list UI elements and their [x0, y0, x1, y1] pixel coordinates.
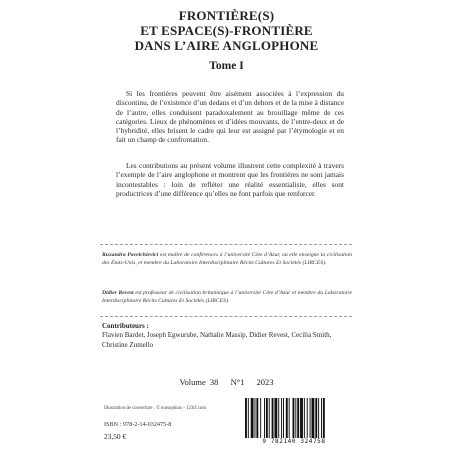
- title-line-3: DANS L’AIRE ANGLOPHONE: [134, 38, 319, 53]
- author-bio-text-1: est maître de conférences à l’université Côte d’Azur, où elle enseigne la civilisation des États-Unis, et membre du Laboratoire Interdisciplinaire Récits Cultures Et Sociétés (LIRCES).: [102, 252, 353, 266]
- contributors-heading: Contributeurs :: [102, 322, 149, 330]
- price: 23,50 €: [104, 432, 127, 441]
- title-line-2: ET ESPACE(S)-FRONTIÈRE: [140, 23, 313, 38]
- publication-year: 2023: [256, 377, 274, 387]
- book-title: [86, 8, 367, 53]
- title-line-1: FRONTIÈRE(S): [178, 8, 275, 23]
- contributors-line-2: Christine Zumello: [102, 340, 154, 349]
- dashed-divider-bottom: [100, 316, 352, 317]
- author-bio-text-2: est professeur de civilisation britannique à l’université Côte d’Azur et membre du Laboratoire Interdisciplinaire Récits Cultures Et Sociétés (LIRCES).: [102, 290, 352, 304]
- summary-paragraph-2: Les contributions au présent volume illustrent cette complexité à travers l’exemple de l’aire anglophone et montrent que les frontières ne sont jamais incontestables : loin de refléter une réalité essentialiste, elles sont productrices d’une différence qu’elles ne font parfois que renforcer.: [116, 161, 344, 198]
- dashed-divider-top: [100, 244, 352, 245]
- contributors-block: [102, 322, 352, 350]
- author-bio-2: [102, 290, 352, 305]
- volume-info: [86, 377, 367, 387]
- isbn: ISBN : 978-2-14-032475-8: [104, 421, 172, 428]
- contributors-line-1: Flavien Bardet, Joseph Egwurube, Nathalie Massip, Didier Revest, Cecilia Smith,: [102, 331, 332, 340]
- cover-credit: Illustration de couverture : © notsophiax - 123rf.com: [104, 406, 206, 411]
- issue-number: N°1: [230, 377, 245, 387]
- back-cover: [86, 0, 367, 449]
- author-name-2: Didier Revest: [102, 290, 134, 296]
- author-bio-1: [102, 252, 352, 267]
- barcode-digits: 9 782140 324758: [239, 438, 349, 445]
- volume-number: Volume 38: [179, 377, 219, 387]
- summary-paragraph-1: Si les frontières peuvent être aisément associées à l’expression du discontinu, de l’existence d’un dedans et d’un dehors et de la mise à distance de l’autre, elles conduisent paradoxalement au brouillage même de ces catégories. Lieux de phénomènes et d’idées mouvants, de l’entre-deux et de l’hybridité, elles brisent le cadre qui leur est assigné par l’étymologie et en fait un champ de confrontation.: [116, 89, 344, 145]
- tome-label: Tome I: [209, 60, 244, 72]
- author-name-1: Ruxandra Pavelchievici: [102, 252, 159, 258]
